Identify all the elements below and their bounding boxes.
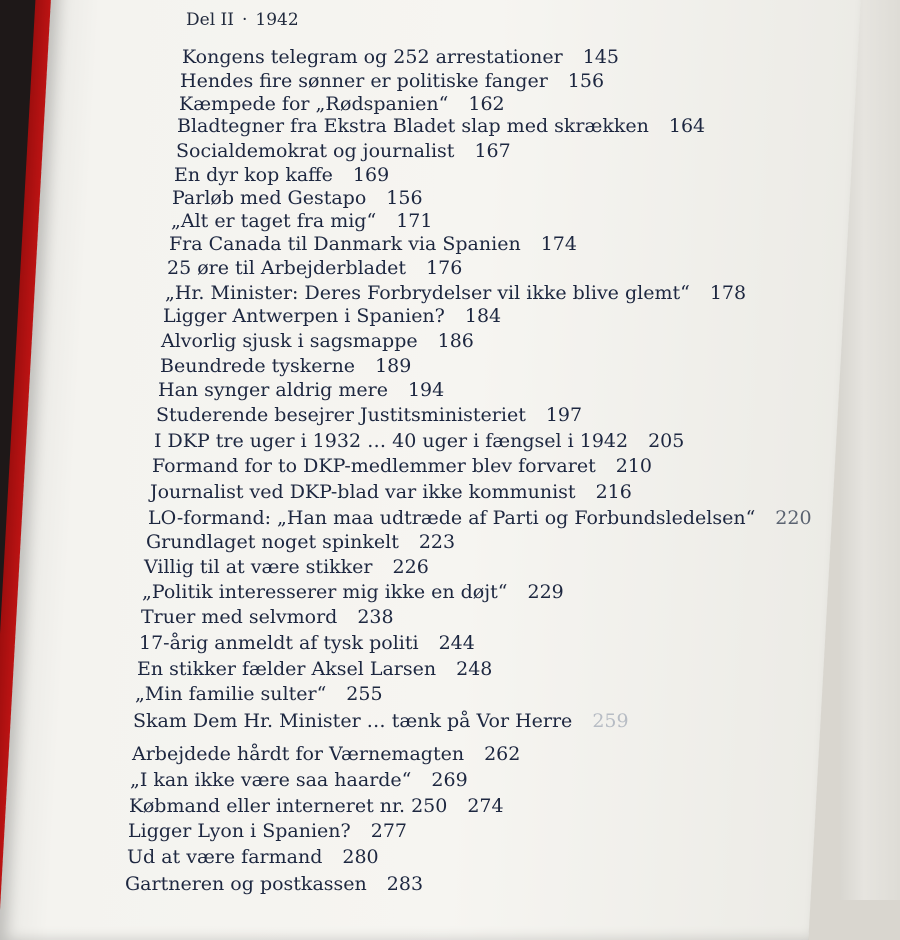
toc-entry-page: 229 (527, 581, 564, 603)
toc-entry (129, 797, 504, 816)
toc-entry-page: 274 (467, 795, 504, 817)
toc-entry-page: 259 (592, 710, 629, 732)
toc-entry (137, 660, 492, 679)
toc-entry-page: 162 (468, 93, 505, 115)
toc-entry-title: „I kan ikke være saa haarde“ (130, 769, 412, 791)
toc-entry-page: 283 (386, 873, 424, 895)
toc-entry-page: 194 (407, 379, 445, 401)
toc-entry-title: Formand for to DKP-medlemmer blev forvaret (152, 455, 596, 477)
toc-entry (152, 457, 652, 476)
toc-entry (127, 848, 379, 867)
toc-entry-page: 174 (540, 233, 577, 255)
toc-entry-title: Ud at være farmand (127, 846, 323, 868)
toc-entry-page: 189 (375, 355, 412, 377)
toc-entry-title: Socialdemokrat og journalist (176, 140, 455, 162)
toc-entry-page: 176 (426, 257, 463, 279)
toc-entry (171, 212, 432, 231)
toc-entry (158, 381, 444, 400)
toc-entry-title: I DKP tre uger i 1932 … 40 uger i fængsel i 1942 (154, 430, 629, 452)
toc-entry-title: LO-formand: „Han maa udtræde af Parti og Forbundsledelsen“ (148, 507, 756, 529)
toc-entry-page: 184 (464, 305, 502, 327)
toc-entry-page: 262 (484, 743, 521, 765)
toc-entry (180, 72, 604, 91)
toc-entry-title: Gartneren og postkassen (125, 873, 367, 895)
toc-entry (163, 307, 501, 326)
toc-entry-title: Bladtegner fra Ekstra Bladet slap med skrækken (177, 115, 649, 137)
toc-entry (177, 117, 705, 136)
toc-entry (150, 483, 632, 502)
toc-entry (130, 771, 468, 790)
toc-entry-title: En stikker fælder Aksel Larsen (137, 658, 437, 680)
toc-entry-page: 210 (615, 455, 652, 477)
toc-entry (179, 95, 505, 114)
toc-entry (141, 608, 394, 627)
toc-entry-title: Parløb med Gestapo (172, 187, 367, 209)
toc-entry-page: 186 (437, 330, 474, 352)
toc-entry-page: 145 (582, 46, 619, 68)
toc-entry-page: 169 (352, 164, 390, 186)
toc-entry (172, 189, 423, 208)
toc-entry-title: Ligger Lyon i Spanien? (128, 820, 351, 842)
toc-entry-title: Kæmpede for „Rødspanien“ (179, 93, 449, 115)
header-separator: · (241, 10, 248, 30)
toc-entry-page: 238 (357, 606, 394, 628)
toc-entry (133, 712, 629, 731)
toc-entry-title: Kongens telegram og 252 arrestationer (182, 46, 563, 68)
toc-entry-title: „Politik interesserer mig ikke en døjt“ (142, 581, 508, 603)
section-header (186, 12, 299, 29)
toc-entry-title: Fra Canada til Danmark via Spanien (169, 233, 521, 255)
toc-entry (144, 558, 429, 577)
toc-entry (132, 745, 520, 764)
toc-entry-page: 255 (346, 683, 383, 705)
toc-entry-title: „Min familie sulter“ (135, 683, 327, 705)
toc-entry-page: 244 (438, 632, 475, 654)
toc-entry (139, 634, 475, 653)
toc-entry-title: 25 øre til Arbejderbladet (167, 257, 407, 279)
toc-entry (156, 406, 582, 425)
toc-entry-page: 248 (456, 658, 493, 680)
toc-entry-page: 269 (431, 769, 468, 791)
toc-entry-title: Journalist ved DKP-blad var ikke kommunist (150, 481, 576, 503)
toc-entry (148, 509, 812, 528)
toc-entry-title: Truer med selvmord (141, 606, 338, 628)
toc-entry (165, 284, 746, 303)
toc-entry-title: Studerende besejrer Justitsministeriet (156, 404, 526, 426)
toc-entry-page: 277 (370, 820, 407, 842)
toc-entry-page: 220 (775, 507, 812, 529)
toc-entry (169, 235, 577, 254)
toc-entry-title: Han synger aldrig mere (158, 379, 388, 401)
toc-entry-title: Ligger Antwerpen i Spanien? (163, 305, 445, 327)
toc-entry (161, 332, 474, 351)
toc-entry-page: 197 (545, 404, 583, 426)
toc-entry (128, 822, 407, 841)
toc-entry (176, 142, 511, 161)
toc-entry-page: 171 (396, 210, 433, 232)
toc-entry-title: Købmand eller interneret nr. 250 (129, 795, 448, 817)
toc-entry-page: 164 (668, 115, 706, 137)
header-year: 1942 (255, 10, 299, 30)
toc-entry-title: „Alt er taget fra mig“ (171, 210, 377, 232)
toc-entry-page: 156 (567, 70, 605, 92)
toc-entry-title: „Hr. Minister: Deres Forbrydelser vil ikke blive glemt“ (165, 282, 690, 304)
toc-entry-title: Arbejdede hårdt for Værnemagten (132, 743, 465, 765)
toc-entry (174, 166, 389, 185)
toc-entry-page: 205 (648, 430, 685, 452)
toc-entry-page: 216 (595, 481, 632, 503)
toc-entry-page: 167 (474, 140, 511, 162)
toc-entry (154, 432, 684, 451)
toc-entry-title: Alvorlig sjusk i sagsmappe (161, 330, 418, 352)
toc-entry-title: Hendes fire sønner er politiske fanger (180, 70, 548, 92)
toc-entry-title: 17-årig anmeldt af tysk politi (139, 632, 419, 654)
toc-entry-page: 156 (386, 187, 423, 209)
toc-entry (182, 48, 619, 67)
toc-entry-title: Villig til at være stikker (144, 556, 373, 578)
toc-entry-page: 226 (392, 556, 429, 578)
toc-entry-page: 223 (418, 531, 456, 553)
toc-entry-title: Grundlaget noget spinkelt (146, 531, 399, 553)
toc-entry (146, 533, 455, 552)
toc-entry-title: Beundrede tyskerne (160, 355, 356, 377)
header-part: Del II (186, 10, 234, 30)
toc-entry-title: Skam Dem Hr. Minister … tænk på Vor Herre (133, 710, 573, 732)
toc-entry (167, 259, 462, 278)
toc-entry-page: 178 (709, 282, 747, 304)
toc-entry (160, 357, 411, 376)
toc-entry-title: En dyr kop kaffe (174, 164, 333, 186)
toc-entry (125, 875, 423, 894)
toc-entry (135, 685, 383, 704)
toc-entry-page: 280 (342, 846, 379, 868)
toc-entry (142, 583, 564, 602)
